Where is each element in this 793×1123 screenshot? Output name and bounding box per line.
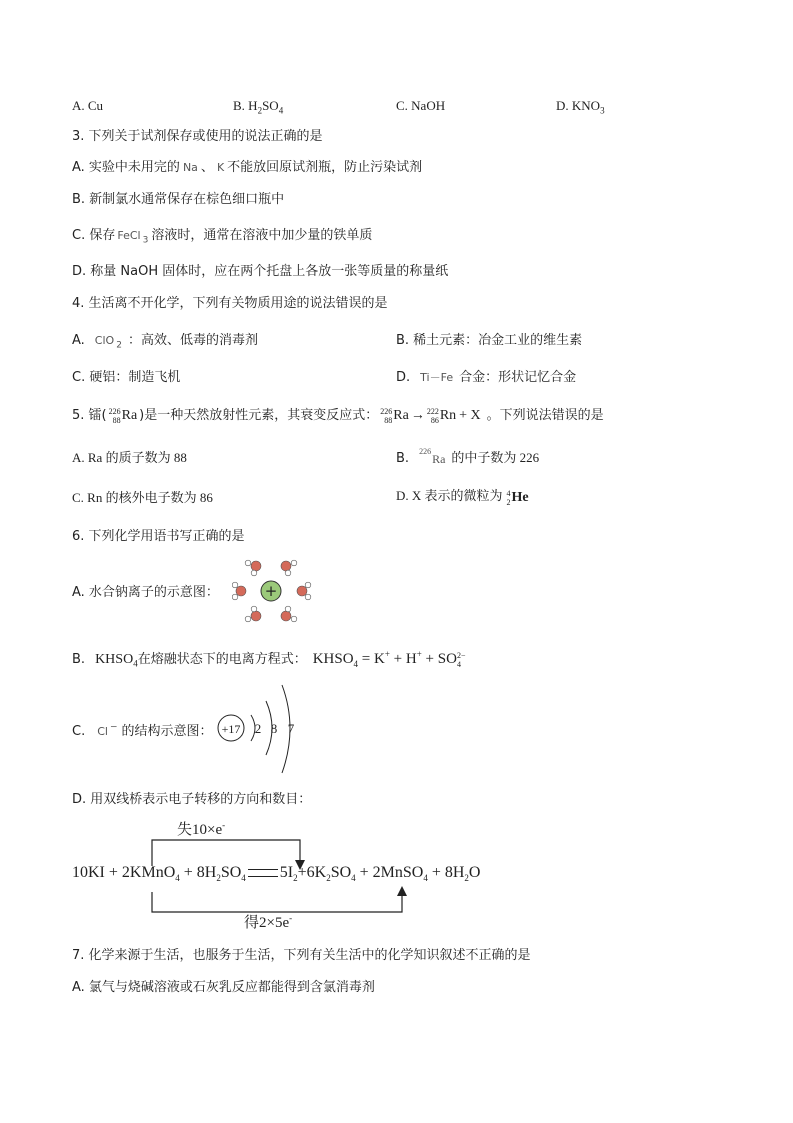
- q4-option-a: A. ClO $_2$ ：高效、低毒的消毒剂: [72, 333, 258, 351]
- q2-option-d: D. $KNO_3$: [556, 98, 605, 116]
- nucleus-charge: +17: [221, 722, 241, 736]
- shell-electrons-1: 2: [254, 721, 262, 736]
- q3-option-d: D. 称量 NaOH 固体时，应在两个托盘上各放一张等质量的称量纸: [72, 264, 449, 279]
- water-molecule: [245, 606, 261, 622]
- q3-option-b: B. 新制氯水通常保存在棕色细口瓶中: [72, 192, 285, 207]
- q6-option-c: C. Cl − 的结构示意图：: [72, 722, 213, 739]
- q4-option-b: B. 稀土元素：冶金工业的维生素: [396, 333, 583, 348]
- q3-option-c: C. 保存 FeCl $_3$ 溶液时，通常在溶液中加少量的铁单质: [72, 228, 373, 246]
- loss-label: 失10×e-: [177, 820, 226, 838]
- q3-stem: 3. 下列关于试剂保存或使用的说法正确的是: [72, 129, 323, 144]
- q2-option-c: C. NaOH: [396, 98, 446, 113]
- q6-option-b: B. $KHSO_4$在熔融状态下的电离方程式： $KHSO_4 = K^+ + H^+ + SO2-$ 4: [72, 649, 466, 669]
- equal-sign: [248, 869, 278, 877]
- hydrated-sodium-ion-diagram: [232, 558, 312, 624]
- shell-electrons-3: 7: [287, 721, 295, 736]
- water-molecule: [281, 560, 297, 576]
- redox-equation: 10KI + 2KMnO$_4$ + $8H_2SO_4$ $5I_2+6K_2SO_4$ + 2MnSO$_4$ + $8H_2O$: [72, 864, 481, 884]
- water-molecule: [232, 582, 246, 600]
- q2-option-a: A. Cu: [72, 98, 104, 113]
- water-molecule: [281, 606, 297, 622]
- q6-option-a: A. 水合钠离子的示意图：: [72, 585, 219, 600]
- q5-stem: 5. 镭( 226 88Ra )是一种天然放射性元素，其衰变反应式： 226 88Ra → 222 86Rn + X 。下列说法错误的是: [72, 404, 604, 427]
- q5-option-c: C. Rn 的核外电子数为 86: [72, 490, 213, 505]
- q5-option-b: B. 226Ra 的中子数为 226: [396, 447, 540, 467]
- q7-stem: 7. 化学来源于生活，也服务于生活，下列有关生活中的化学知识叙述不正确的是: [72, 948, 531, 963]
- q6-option-d: D. 用双线桥表示电子转移的方向和数目：: [72, 792, 312, 807]
- q7-option-a: A. 氯气与烧碱溶液或石灰乳反应都能得到含氯消毒剂: [72, 980, 375, 995]
- q4-stem: 4. 生活离不开化学，下列有关物质用途的说法错误的是: [72, 296, 388, 311]
- water-molecule: [297, 582, 311, 600]
- loss-bridge-line: [152, 840, 300, 866]
- q3-option-a: A. 实验中未用完的 Na 、 K 不能放回原试剂瓶，防止污染试剂: [72, 160, 423, 175]
- q6-stem: 6. 下列化学用语书写正确的是: [72, 529, 245, 544]
- gain-arrowhead: [397, 886, 407, 896]
- q5-option-d: D. X 表示的微粒为 4 2He: [396, 488, 529, 507]
- water-molecule: [245, 560, 261, 576]
- gain-label: 得2×5e-: [244, 913, 293, 931]
- q4-option-c: C. 硬铝：制造飞机: [72, 370, 181, 385]
- q4-option-d: D. Ti－Fe 合金：形状记忆合金: [396, 370, 577, 385]
- shell-electrons-2: 8: [270, 721, 278, 736]
- chloride-structure-diagram: [214, 683, 304, 775]
- q5-option-a: A. Ra 的质子数为 88: [72, 450, 187, 465]
- q2-option-b: B. $H_2SO_4$: [233, 98, 284, 116]
- radium-nuclide: 226 88Ra: [108, 407, 138, 426]
- sodium-charge: +: [264, 582, 278, 600]
- gain-bridge-line: [152, 892, 402, 912]
- decay-equation: 226 88Ra → 222 86Rn + X: [380, 407, 481, 426]
- khso4-ionization-equation: $KHSO_4 = K^+ + H^+ + SO2-$ 4: [312, 649, 466, 669]
